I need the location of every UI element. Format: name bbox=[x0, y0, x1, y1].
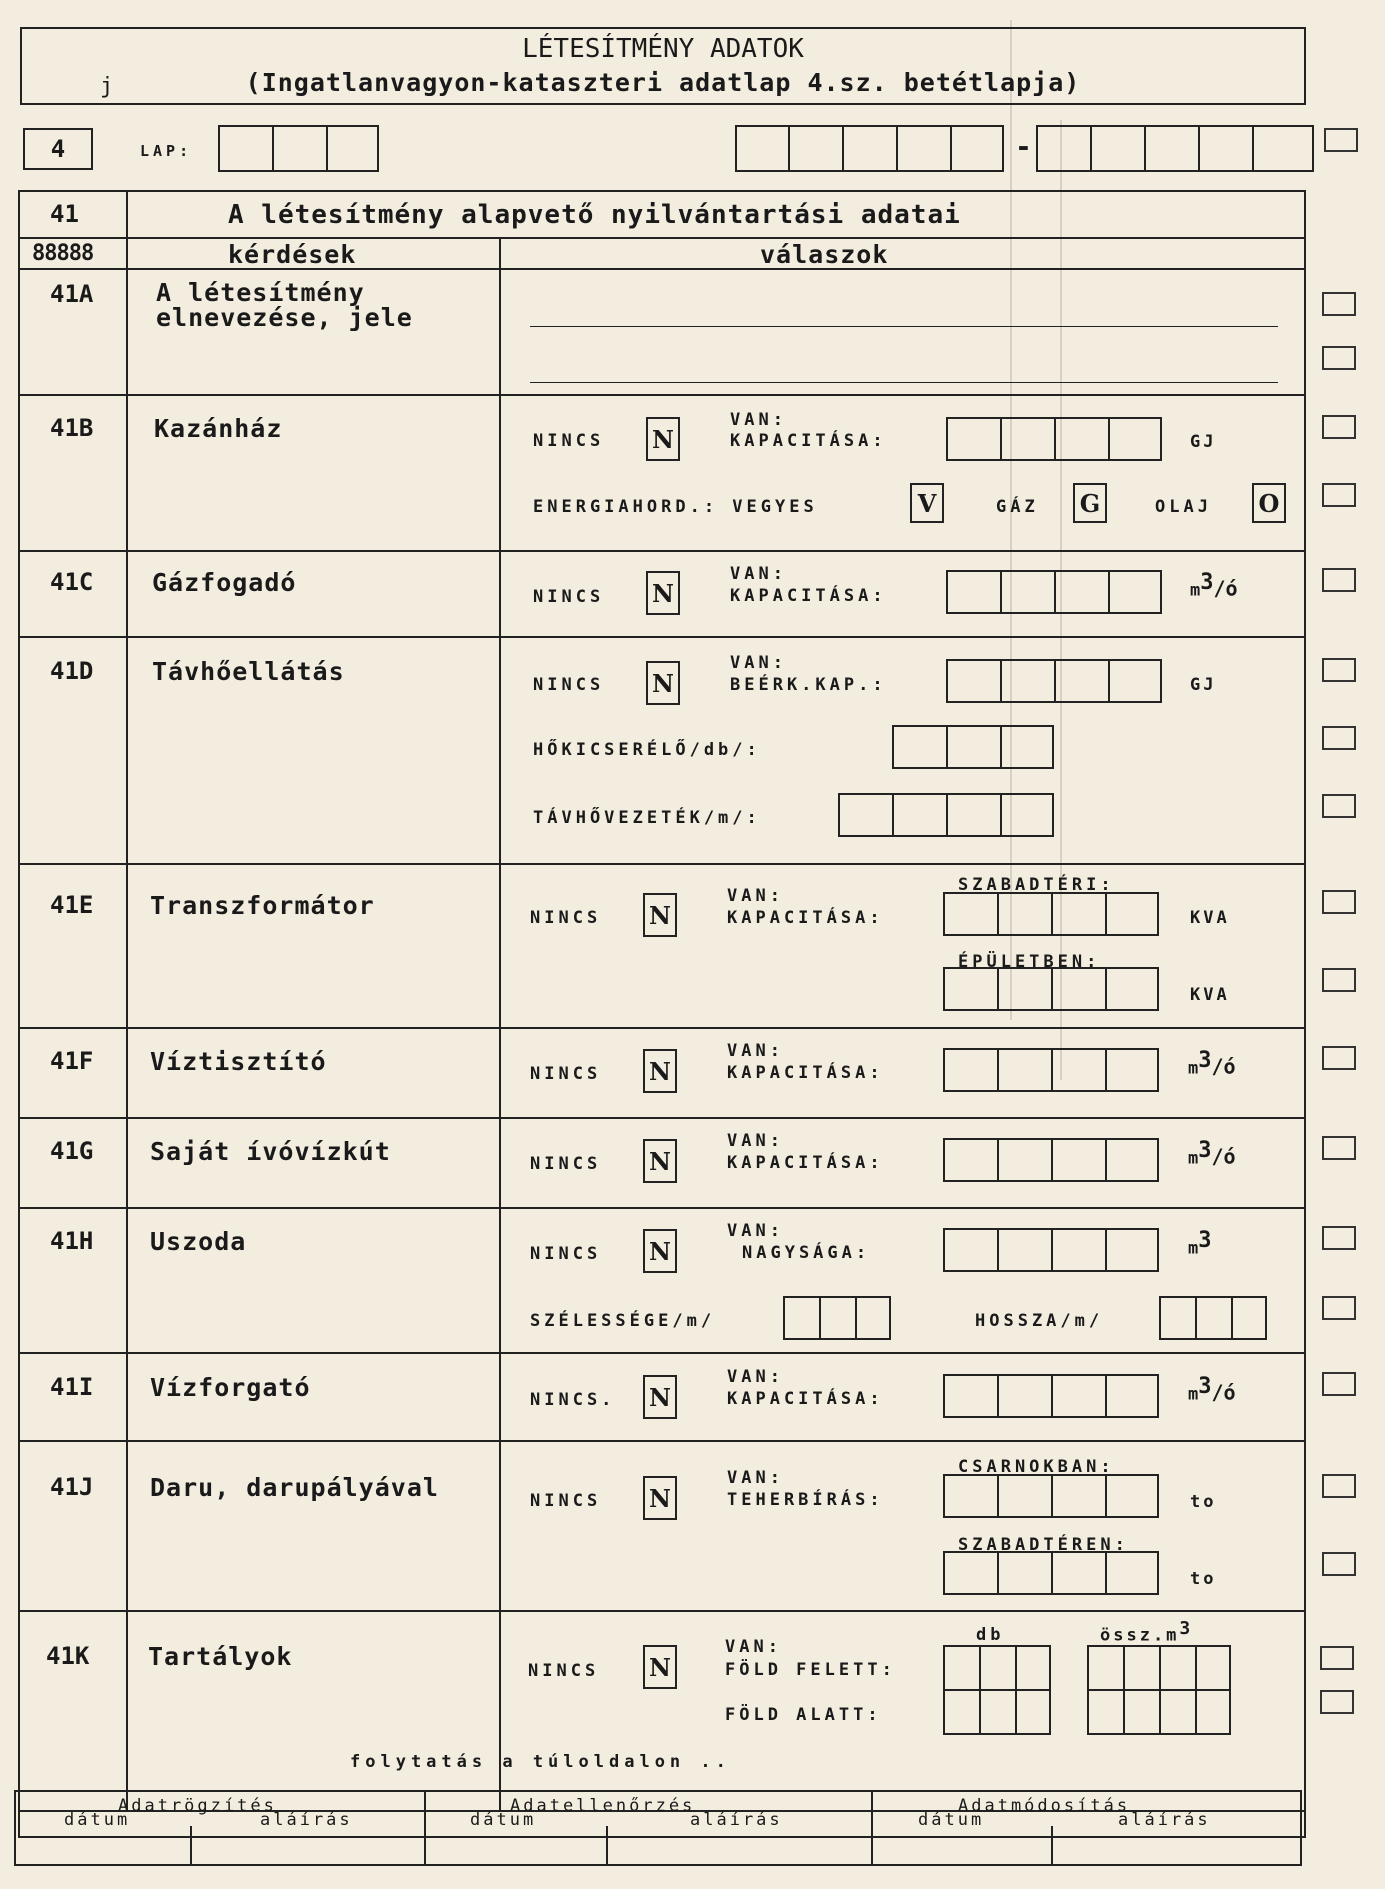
section-code: 41 bbox=[50, 200, 79, 228]
form-subtitle: (Ingatlanvagyon-kataszteri adatlap 4.sz. betétlapja) bbox=[245, 68, 1081, 97]
unit-cube: 3 bbox=[1198, 1138, 1212, 1163]
gaz-label: GÁZ bbox=[996, 497, 1039, 517]
answer-column-divider bbox=[499, 237, 501, 1810]
side-checkbox[interactable] bbox=[1322, 1296, 1356, 1320]
side-checkbox[interactable] bbox=[1322, 1046, 1356, 1070]
side-checkbox[interactable] bbox=[1322, 726, 1356, 750]
unit-cube: 3 bbox=[1200, 570, 1214, 595]
unit-kva: KVA bbox=[1190, 908, 1230, 928]
nincs-checkbox[interactable] bbox=[643, 1049, 677, 1093]
row-question-41B: Kazánház bbox=[154, 414, 283, 443]
nincs-label: NINCS bbox=[530, 1064, 602, 1084]
row-code-41J: 41J bbox=[50, 1473, 94, 1501]
unit-m3-per-hour bbox=[1188, 1048, 1236, 1079]
nincs-checkbox[interactable] bbox=[643, 1375, 677, 1419]
adatellenorzes-alairas: aláírás bbox=[690, 1810, 783, 1830]
side-checkbox[interactable] bbox=[1322, 568, 1356, 592]
nincs-label: NINCS. bbox=[530, 1390, 616, 1410]
side-checkbox[interactable] bbox=[1322, 890, 1356, 914]
side-checkbox[interactable] bbox=[1322, 1136, 1356, 1160]
kapacitasa-label: KAPACITÁSA: bbox=[727, 1063, 884, 1083]
adatrogzites-title: Adatrögzítés bbox=[118, 1796, 277, 1816]
unit-per-hour: /ó bbox=[1211, 1144, 1236, 1169]
unit-per-hour: /ó bbox=[1211, 1380, 1236, 1405]
side-checkbox[interactable] bbox=[1322, 1226, 1356, 1250]
side-checkbox[interactable] bbox=[1324, 128, 1358, 152]
adatmodositas-title: Adatmódosítás bbox=[958, 1796, 1131, 1816]
nincs-label: NINCS bbox=[530, 1491, 602, 1511]
ossz-label: össz.m bbox=[1100, 1625, 1180, 1646]
row-question-41J: Daru, darupályával bbox=[150, 1473, 439, 1502]
unit-m3-per-hour bbox=[1188, 1374, 1236, 1405]
unit-kva: KVA bbox=[1190, 985, 1230, 1005]
unit-per-hour: /ó bbox=[1211, 1054, 1236, 1079]
van-label: VAN: bbox=[725, 1637, 782, 1657]
adatmodositas-datum: dátum bbox=[918, 1810, 985, 1830]
side-checkbox[interactable] bbox=[1322, 1474, 1356, 1498]
unit-cube: 3 bbox=[1198, 1374, 1212, 1399]
unit-cube: 3 bbox=[1198, 1048, 1212, 1073]
nincs-checkbox[interactable] bbox=[643, 1139, 677, 1183]
gaz-checkbox[interactable] bbox=[1073, 483, 1107, 523]
kapacitasa-label: KAPACITÁSA: bbox=[727, 1389, 884, 1409]
code-column-header: 88888 bbox=[32, 241, 94, 266]
id-dash: - bbox=[1015, 130, 1032, 163]
unit-m3-per-hour bbox=[1190, 570, 1238, 601]
tavhovezetek-label: TÁVHŐVEZETÉK/m/: bbox=[533, 808, 761, 828]
unit-m: m bbox=[1188, 1384, 1199, 1405]
unit-to: to bbox=[1190, 1569, 1217, 1589]
nincs-letter: N bbox=[652, 424, 674, 454]
hokicserelo-label: HŐKICSERÉLŐ/db/: bbox=[533, 740, 761, 760]
continuation-note: folytatás a túloldalon .. bbox=[350, 1752, 731, 1772]
row-question-41K: Tartályok bbox=[148, 1642, 293, 1671]
nincs-letter: N bbox=[649, 900, 671, 930]
van-label: VAN: bbox=[727, 1367, 784, 1387]
side-checkbox[interactable] bbox=[1322, 415, 1356, 439]
questions-header: kérdések bbox=[228, 240, 357, 269]
kapacitasa-label: KAPACITÁSA: bbox=[727, 908, 884, 928]
nincs-letter: N bbox=[649, 1146, 671, 1176]
lap-label: LAP: bbox=[140, 142, 193, 160]
kapacitasa-label: KAPACITÁSA: bbox=[727, 1153, 884, 1173]
unit-m: m bbox=[1188, 1148, 1199, 1169]
van-label: VAN: bbox=[727, 1041, 784, 1061]
sheet-number-box bbox=[23, 128, 93, 170]
fold-felett-label: FÖLD FELETT: bbox=[725, 1660, 896, 1680]
row-code-41G: 41G bbox=[50, 1137, 94, 1165]
uszoda-length-input[interactable] bbox=[1159, 1296, 1267, 1340]
van-label: VAN: bbox=[730, 410, 787, 430]
gaz-letter: G bbox=[1079, 488, 1101, 518]
row-question-41E: Transzformátor bbox=[150, 891, 375, 920]
side-checkbox[interactable] bbox=[1322, 1372, 1356, 1396]
adatrogzites-datum: dátum bbox=[64, 1810, 131, 1830]
nincs-checkbox[interactable] bbox=[646, 571, 680, 615]
hossza-label: HOSSZA/m/ bbox=[975, 1311, 1104, 1331]
name-input-line-2[interactable] bbox=[530, 382, 1278, 383]
unit-gj: GJ bbox=[1190, 432, 1217, 452]
vegyes-letter: V bbox=[917, 488, 937, 518]
olaj-checkbox[interactable] bbox=[1252, 483, 1286, 523]
ossz-m3-label bbox=[1100, 1618, 1193, 1646]
nincs-checkbox[interactable] bbox=[646, 417, 680, 461]
nincs-label: NINCS bbox=[528, 1661, 600, 1681]
code-column-divider bbox=[126, 190, 128, 1810]
side-checkbox[interactable] bbox=[1322, 292, 1356, 316]
van-label: VAN: bbox=[727, 1131, 784, 1151]
row-question-41F: Víztisztító bbox=[150, 1047, 327, 1076]
unit-m: m bbox=[1188, 1058, 1199, 1079]
teherbiras-label: TEHERBÍRÁS: bbox=[727, 1490, 884, 1510]
van-label: VAN: bbox=[727, 1468, 784, 1488]
nincs-letter: N bbox=[652, 578, 674, 608]
unit-to: to bbox=[1190, 1492, 1217, 1512]
nincs-letter: N bbox=[649, 1236, 671, 1266]
row-code-41B: 41B bbox=[50, 414, 94, 442]
unit-m3 bbox=[1188, 1228, 1212, 1259]
row-question-41I: Vízforgató bbox=[150, 1373, 311, 1402]
nincs-label: NINCS bbox=[533, 675, 605, 695]
nincs-checkbox[interactable] bbox=[646, 661, 680, 705]
van-label: VAN: bbox=[730, 653, 787, 673]
side-checkbox[interactable] bbox=[1322, 483, 1356, 507]
nincs-checkbox[interactable] bbox=[643, 1645, 677, 1689]
nincs-label: NINCS bbox=[533, 587, 605, 607]
fold-alatt-label: FÖLD ALATT: bbox=[725, 1705, 882, 1725]
lap-input[interactable] bbox=[218, 125, 379, 172]
van-label: VAN: bbox=[727, 886, 784, 906]
answers-header: válaszok bbox=[760, 240, 889, 269]
unit-cube: 3 bbox=[1198, 1228, 1212, 1253]
olaj-label: OLAJ bbox=[1155, 497, 1212, 517]
szabadteri-label: SZABADTÉRI: bbox=[958, 875, 1115, 895]
id-input-right[interactable] bbox=[1036, 125, 1314, 172]
row-question-41C: Gázfogadó bbox=[152, 568, 297, 597]
nincs-checkbox[interactable] bbox=[643, 1476, 677, 1520]
row-code-41H: 41H bbox=[50, 1227, 94, 1255]
row-question-41A-line2: elnevezése, jele bbox=[156, 303, 413, 332]
row-question-41H: Uszoda bbox=[150, 1227, 247, 1256]
side-checkbox[interactable] bbox=[1320, 1646, 1354, 1670]
side-checkbox[interactable] bbox=[1322, 346, 1356, 370]
nincs-letter: N bbox=[649, 1056, 671, 1086]
nincs-checkbox[interactable] bbox=[643, 1229, 677, 1273]
form-title: LÉTESÍTMÉNY ADATOK bbox=[522, 34, 804, 64]
nincs-label: NINCS bbox=[530, 1244, 602, 1264]
nincs-letter: N bbox=[649, 1483, 671, 1513]
side-checkbox[interactable] bbox=[1322, 794, 1356, 818]
kapacitasa-label: KAPACITÁSA: bbox=[730, 586, 887, 606]
nagysaga-label: NAGYSÁGA: bbox=[742, 1243, 871, 1263]
nincs-letter: N bbox=[652, 668, 674, 698]
nincs-letter: N bbox=[649, 1382, 671, 1412]
handwritten-mark: j bbox=[100, 74, 114, 99]
side-checkbox[interactable] bbox=[1322, 968, 1356, 992]
beerk-kap-label: BEÉRK.KAP.: bbox=[730, 675, 887, 695]
van-label: VAN: bbox=[730, 564, 787, 584]
adatellenorzes-title: Adatellenőrzés bbox=[510, 1796, 696, 1816]
row-question-41G: Saját ívóvízkút bbox=[150, 1137, 391, 1166]
row-code-41K: 41K bbox=[46, 1642, 90, 1670]
nincs-checkbox[interactable] bbox=[643, 893, 677, 937]
name-input-line-1[interactable] bbox=[530, 326, 1278, 327]
row-code-41I: 41I bbox=[50, 1373, 94, 1401]
unit-m: m bbox=[1188, 1238, 1199, 1259]
csarnokban-label: CSARNOKBAN: bbox=[958, 1457, 1115, 1477]
adatellenorzes-datum: dátum bbox=[470, 1810, 537, 1830]
szelessege-label: SZÉLESSÉGE/m/ bbox=[530, 1311, 716, 1331]
nincs-label: NINCS bbox=[530, 908, 602, 928]
unit-m: m bbox=[1190, 580, 1201, 601]
db-label: db bbox=[976, 1625, 1005, 1645]
nincs-label: NINCS bbox=[530, 1154, 602, 1174]
uszoda-width-input[interactable] bbox=[783, 1296, 891, 1340]
epuletben-label: ÉPÜLETBEN: bbox=[958, 952, 1101, 972]
szabadteren-label: SZABADTÉREN: bbox=[958, 1535, 1129, 1555]
sheet-number: 4 bbox=[50, 135, 66, 163]
side-checkbox[interactable] bbox=[1322, 1552, 1356, 1576]
nincs-label: NINCS bbox=[533, 431, 605, 451]
van-label: VAN: bbox=[727, 1221, 784, 1241]
row-code-41F: 41F bbox=[50, 1047, 94, 1075]
unit-per-hour: /ó bbox=[1213, 576, 1238, 601]
row-question-41A: A létesítmény bbox=[156, 278, 365, 307]
olaj-letter: O bbox=[1258, 488, 1280, 518]
unit-cube: 3 bbox=[1179, 1618, 1194, 1639]
side-checkbox[interactable] bbox=[1320, 1690, 1354, 1714]
row-code-41C: 41C bbox=[50, 568, 94, 596]
id-input-left[interactable] bbox=[735, 125, 1004, 172]
side-checkbox[interactable] bbox=[1322, 658, 1356, 682]
adatmodositas-alairas: aláírás bbox=[1118, 1810, 1211, 1830]
kapacitasa-label: KAPACITÁSA: bbox=[730, 431, 887, 451]
nincs-letter: N bbox=[649, 1652, 671, 1682]
hokicserelo-input[interactable] bbox=[892, 725, 1054, 769]
vegyes-checkbox[interactable] bbox=[910, 483, 944, 523]
row-question-41D: Távhőellátás bbox=[152, 657, 345, 686]
adatrogzites-alairas: aláírás bbox=[260, 1810, 353, 1830]
row-code-41D: 41D bbox=[50, 657, 94, 685]
unit-m3-per-hour bbox=[1188, 1138, 1236, 1169]
energiahord-label: ENERGIAHORD.: VEGYES bbox=[533, 497, 818, 517]
row-code-41A: 41A bbox=[50, 280, 94, 308]
row-code-41E: 41E bbox=[50, 891, 94, 919]
unit-gj: GJ bbox=[1190, 675, 1217, 695]
section-title: A létesítmény alapvető nyilvántartási adatai bbox=[228, 200, 961, 230]
